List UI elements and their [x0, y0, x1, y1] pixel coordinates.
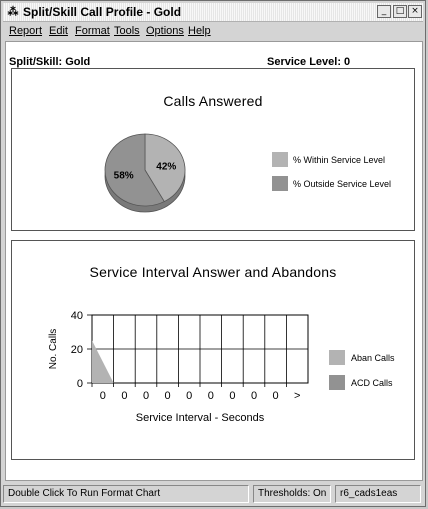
menu-format[interactable]: Format — [75, 25, 110, 37]
y-tick-label: 0 — [76, 378, 83, 390]
calls-answered-pie-chart[interactable] — [12, 69, 414, 230]
area-aban-calls-0[interactable] — [92, 341, 114, 384]
service-level-label: Service Level: 0 — [267, 56, 351, 68]
title-bar[interactable] — [3, 3, 423, 22]
legend-label-acd: ACD Calls — [351, 378, 393, 388]
x-tick-label: 0 — [229, 390, 236, 402]
x-tick-label: 0 — [250, 390, 258, 402]
status-message: Double Click To Run Format Chart — [3, 485, 249, 503]
legend-label-within: % Within Service Level — [293, 155, 386, 165]
legend-swatch-within — [272, 152, 288, 167]
calls-answered-panel[interactable] — [11, 68, 415, 231]
status-bar — [3, 484, 423, 504]
y-tick-label: 20 — [70, 344, 83, 356]
calls-answered-title: Calls Answered — [163, 93, 263, 109]
status-thresholds: Thresholds: On — [253, 485, 331, 503]
x-tick-label: 0 — [121, 390, 128, 402]
split-skill-label: Split/Skill: Gold — [9, 56, 91, 68]
menu-options[interactable]: Options — [146, 25, 184, 37]
report-content — [5, 41, 423, 481]
menu-edit[interactable]: Edit — [49, 25, 68, 37]
x-tick-label: 0 — [99, 390, 106, 402]
app-icon[interactable]: ⁂ — [7, 6, 19, 18]
menu-help[interactable]: Help — [188, 25, 211, 37]
x-tick-label: 0 — [142, 390, 150, 402]
menu-report[interactable]: Report — [9, 25, 43, 37]
maximize-button[interactable]: □ — [393, 5, 407, 18]
window-title: Split/Skill Call Profile - Gold — [23, 5, 182, 19]
pie-label-0: 42% — [156, 161, 177, 173]
legend-swatch-aban — [329, 350, 345, 365]
menu-tools[interactable]: Tools — [114, 25, 140, 37]
close-button[interactable]: × — [408, 5, 422, 18]
legend-swatch-acd — [329, 375, 345, 390]
legend-swatch-outside — [272, 176, 288, 191]
status-server: r6_cads1eas — [335, 485, 421, 503]
service-interval-area-chart[interactable] — [12, 241, 414, 459]
legend-label-outside: % Outside Service Level — [293, 179, 392, 189]
minimize-button[interactable]: _ — [377, 5, 391, 18]
x-tick-label: 0 — [164, 390, 171, 402]
y-tick-label: 40 — [70, 310, 83, 322]
x-axis-title: Service Interval - Seconds — [135, 412, 265, 424]
service-interval-panel[interactable] — [11, 240, 415, 460]
x-tick-label: > — [293, 390, 301, 402]
legend-label-aban: Aban Calls — [351, 353, 395, 363]
y-axis-title: No. Calls — [48, 328, 59, 370]
service-interval-title: Service Interval Answer and Abandons — [89, 264, 337, 280]
menu-bar — [3, 23, 423, 39]
x-tick-label: 0 — [186, 390, 193, 402]
x-tick-label: 0 — [207, 390, 214, 402]
pie-label-1: 58% — [113, 170, 134, 182]
x-tick-label: 0 — [272, 390, 279, 402]
